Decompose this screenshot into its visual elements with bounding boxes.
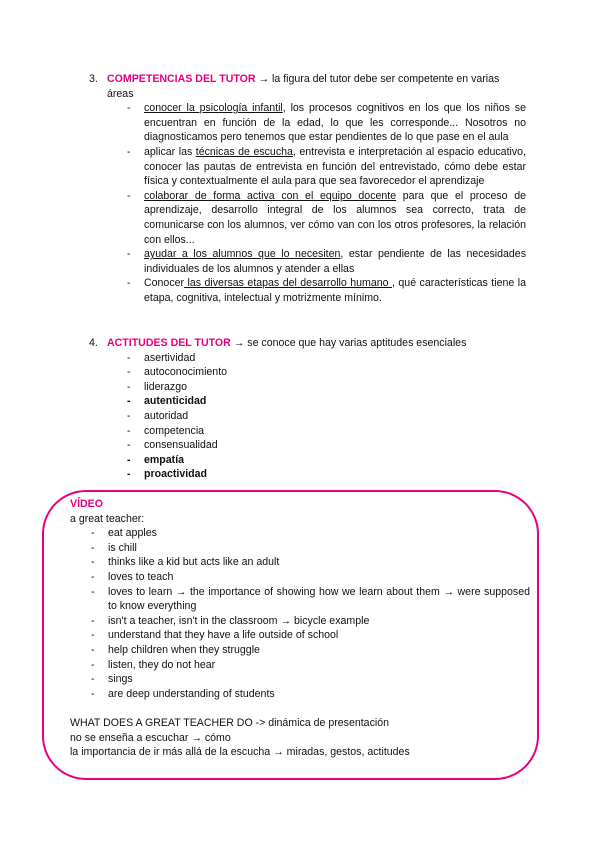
list-item: - asertividad	[127, 351, 196, 364]
section-heading	[89, 72, 526, 87]
list-item: - ayudar a los alumnos que lo necesiten, estar pendiente de las necesidades individuales de los alumnos y atender a ellas	[127, 248, 526, 275]
note-line: WHAT DOES A GREAT TEACHER DO -> dinámica de presentación	[70, 716, 390, 729]
list-item: - colaborar de forma activa con el equipo docente para que el proceso de aprendizaje, desarrollo integral de los alumnos sea correcto, trata de comunicarse con los alumnos, ver cómo van con los otros profesores, la relación con ellos...	[127, 189, 526, 246]
list-item: - sings	[91, 673, 133, 686]
list-item: - isn't a teacher, isn't in the classroom → bicycle example	[91, 614, 370, 627]
list-item: - conocer la psicología infantil, los procesos cognitivos en los que los niños se encuentran en función de la edad, lo que les corresponde... Nosotros no diagnosticamos pero tenemos que estar pendientes de lo que pase en el aula	[127, 102, 526, 144]
list-item: - loves to learn → the importance of showing how we learn about them → were supposed to know everything	[91, 585, 530, 613]
list-item: - aplicar las técnicas de escucha, entrevista e interpretación al espacio educativo, conocer las pautas de entrevista en función del entrevistado, cómo debe estar física y contextualmente el aula para que sea favorecedor el aprendizaje	[127, 145, 526, 188]
section-number: 3.	[89, 73, 98, 85]
list-item: - listen, they do not hear	[91, 658, 216, 671]
section-heading	[89, 336, 526, 351]
section-intro-cont: áreas	[107, 87, 134, 100]
competencias-list	[92, 101, 526, 305]
list-item: - liderazgo	[127, 380, 187, 393]
section-actitudes	[89, 336, 526, 482]
list-item: - Conocer las diversas etapas del desarrollo humano , qué características tiene la etapa, cognitiva, intelectual y motrizmente mínimo.	[127, 277, 526, 304]
list-item: - loves to teach	[91, 570, 174, 583]
list-item: - autoridad	[127, 409, 189, 422]
list-item: - autoconocimiento	[127, 366, 228, 379]
note-line: no se enseña a escuchar → cómo	[70, 731, 231, 744]
arrow: →	[233, 337, 245, 349]
section-title: COMPETENCIAS DEL TUTOR	[107, 73, 256, 85]
list-item: - proactividad	[127, 468, 207, 481]
video-notes	[70, 497, 530, 760]
actitudes-list	[92, 351, 526, 482]
list-item: - understand that they have a life outside of school	[91, 629, 339, 642]
note-line: la importancia de ir más allá de la escucha → miradas, gestos, actitudes	[70, 746, 410, 759]
video-title: VÍDEO	[70, 498, 103, 510]
list-item: - help children when they struggle	[91, 643, 260, 656]
section-competencias	[89, 72, 526, 306]
video-subtitle: a great teacher:	[70, 512, 145, 525]
list-item: - empatía	[127, 453, 185, 466]
video-list	[70, 526, 530, 701]
list-item: - eat apples	[91, 527, 157, 540]
list-item: - thinks like a kid but acts like an adult	[91, 556, 280, 569]
section-number: 4.	[89, 337, 98, 349]
list-item: - autenticidad	[127, 395, 207, 408]
list-item: - are deep understanding of students	[91, 687, 275, 700]
list-item: - is chill	[91, 541, 137, 554]
section-intro: se conoce que hay varias aptitudes esenciales	[244, 337, 467, 349]
section-intro: la figura del tutor debe ser competente en varias	[269, 73, 500, 85]
list-item: - competencia	[127, 424, 205, 437]
list-item: - consensualidad	[127, 439, 218, 452]
section-title: ACTITUDES DEL TUTOR	[107, 337, 231, 349]
arrow: →	[258, 73, 270, 85]
